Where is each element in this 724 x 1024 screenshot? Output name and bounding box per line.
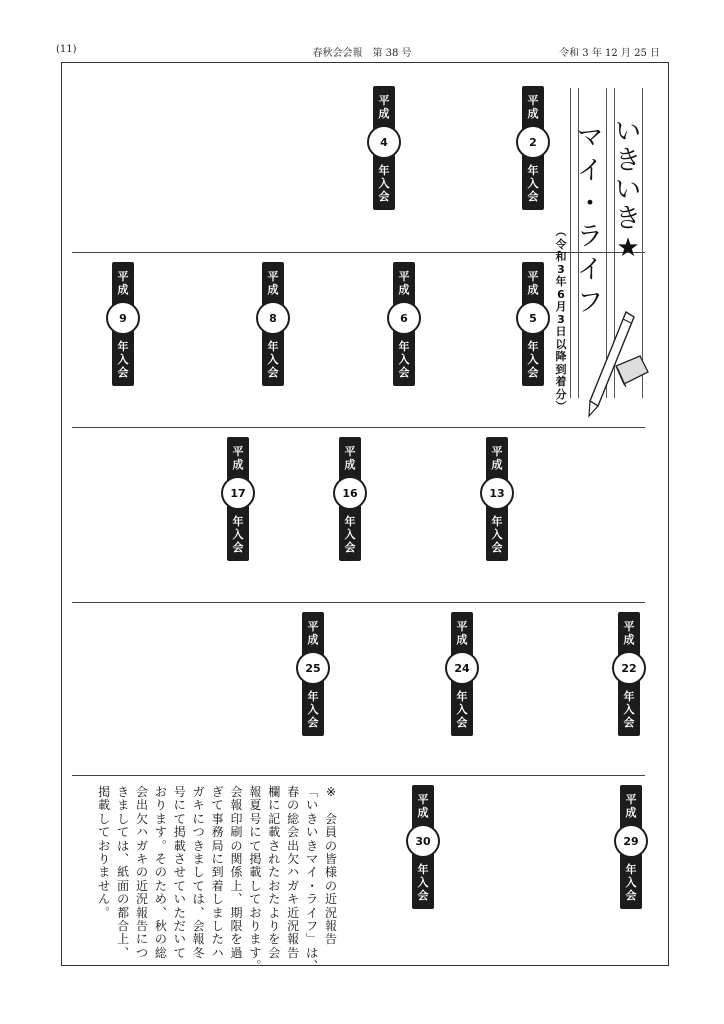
year-number: 30 <box>406 824 440 858</box>
year-tag-era: 平 成 <box>456 620 468 646</box>
year-tag-era: 平 成 <box>417 793 429 819</box>
year-tag-era: 平 成 <box>527 94 539 120</box>
year-tag-suffix: 年 入 会 <box>378 164 390 203</box>
notice-column: 報 夏 号 に て 掲 載 し て お り ま す ︒ <box>249 785 262 974</box>
year-number: 17 <box>221 476 255 510</box>
row-divider <box>72 775 645 776</box>
notice-column: 会 報 印 刷 の 関 係 上 ︑ 期 限 を 過 <box>230 785 243 960</box>
year-tag-suffix: 年 入 会 <box>527 164 539 203</box>
page-number: (11) <box>56 44 77 55</box>
year-tag-era: 平 成 <box>491 445 503 471</box>
year-tag-suffix: 年 入 会 <box>491 515 503 554</box>
year-tag-suffix: 年 入 会 <box>417 863 429 902</box>
notice-column: 掲 載 し て お り ま せ ん ︒ <box>98 785 111 920</box>
year-tag-suffix: 年 入 会 <box>398 340 410 379</box>
year-tag-era: 平 成 <box>378 94 390 120</box>
feature-date-note: ︵ 令 和 3 年 6 月 3 日 以 降 到 着 分 ︶ <box>555 225 567 413</box>
notice-column: お り ま す ︒ そ の た め ︑ 秋 の 総 <box>154 785 167 960</box>
year-tag-era: 平 成 <box>307 620 319 646</box>
year-number: 22 <box>612 651 646 685</box>
year-tag-suffix: 年 入 会 <box>344 515 356 554</box>
year-number: 24 <box>445 651 479 685</box>
eraser-icon <box>612 354 652 388</box>
year-number: 4 <box>367 125 401 159</box>
notice-column: ﹁ い き い き マ イ ・ ラ イ フ ﹂ は ︑ <box>306 785 319 974</box>
year-tag-era: 平 成 <box>527 270 539 296</box>
notice-column: 号 に て 掲 載 さ せ て い た だ い て <box>173 785 186 960</box>
year-tag-suffix: 年 入 会 <box>307 690 319 729</box>
year-tag-era: 平 成 <box>344 445 356 471</box>
notice-column: 欄 に 記 載 さ れ た お た よ り を 会 <box>268 785 281 960</box>
year-tag-era: 平 成 <box>232 445 244 471</box>
row-divider <box>72 427 645 428</box>
notice-column: 会 出 欠 ハ ガ キ の 近 況 報 告 に つ <box>135 785 148 960</box>
year-tag-suffix: 年 入 会 <box>625 863 637 902</box>
feature-title-sub: マ イ ・ ラ イ フ <box>576 123 603 318</box>
feature-title-main: い き い き ★ <box>614 117 641 263</box>
year-tag-era: 平 成 <box>267 270 279 296</box>
notice-column: き ま し て は ︑ 紙 面 の 都 合 上 ︑ <box>117 785 130 960</box>
year-number: 2 <box>516 125 550 159</box>
notice-column: ガ キ に つ き ま し て は ︑ 会 報 冬 <box>192 785 205 960</box>
year-tag-era: 平 成 <box>398 270 410 296</box>
year-number: 29 <box>614 824 648 858</box>
year-tag-suffix: 年 入 会 <box>117 340 129 379</box>
year-tag-suffix: 年 入 会 <box>623 690 635 729</box>
year-number: 6 <box>387 301 421 335</box>
notice-column: ※ 会 員 の 皆 様 の 近 況 報 告 <box>324 785 337 947</box>
issue-date: 令和 3 年 12 月 25 日 <box>559 48 660 59</box>
year-number: 5 <box>516 301 550 335</box>
row-divider <box>72 602 645 603</box>
year-number: 16 <box>333 476 367 510</box>
year-number: 25 <box>296 651 330 685</box>
year-tag-suffix: 年 入 会 <box>267 340 279 379</box>
publication-title: 春秋会会報 第 38 号 <box>312 48 412 59</box>
year-tag-suffix: 年 入 会 <box>456 690 468 729</box>
year-tag-era: 平 成 <box>117 270 129 296</box>
year-tag-era: 平 成 <box>625 793 637 819</box>
notice-text <box>92 785 340 974</box>
year-tag-suffix: 年 入 会 <box>527 340 539 379</box>
year-tag-suffix: 年 入 会 <box>232 515 244 554</box>
notice-column: 春 の 総 会 出 欠 ハ ガ キ 近 況 報 告 <box>287 785 300 960</box>
notice-column: ぎ て 事 務 局 に 到 着 し ま し た ハ <box>211 785 224 960</box>
year-tag-era: 平 成 <box>623 620 635 646</box>
year-number: 13 <box>480 476 514 510</box>
year-number: 8 <box>256 301 290 335</box>
year-number: 9 <box>106 301 140 335</box>
